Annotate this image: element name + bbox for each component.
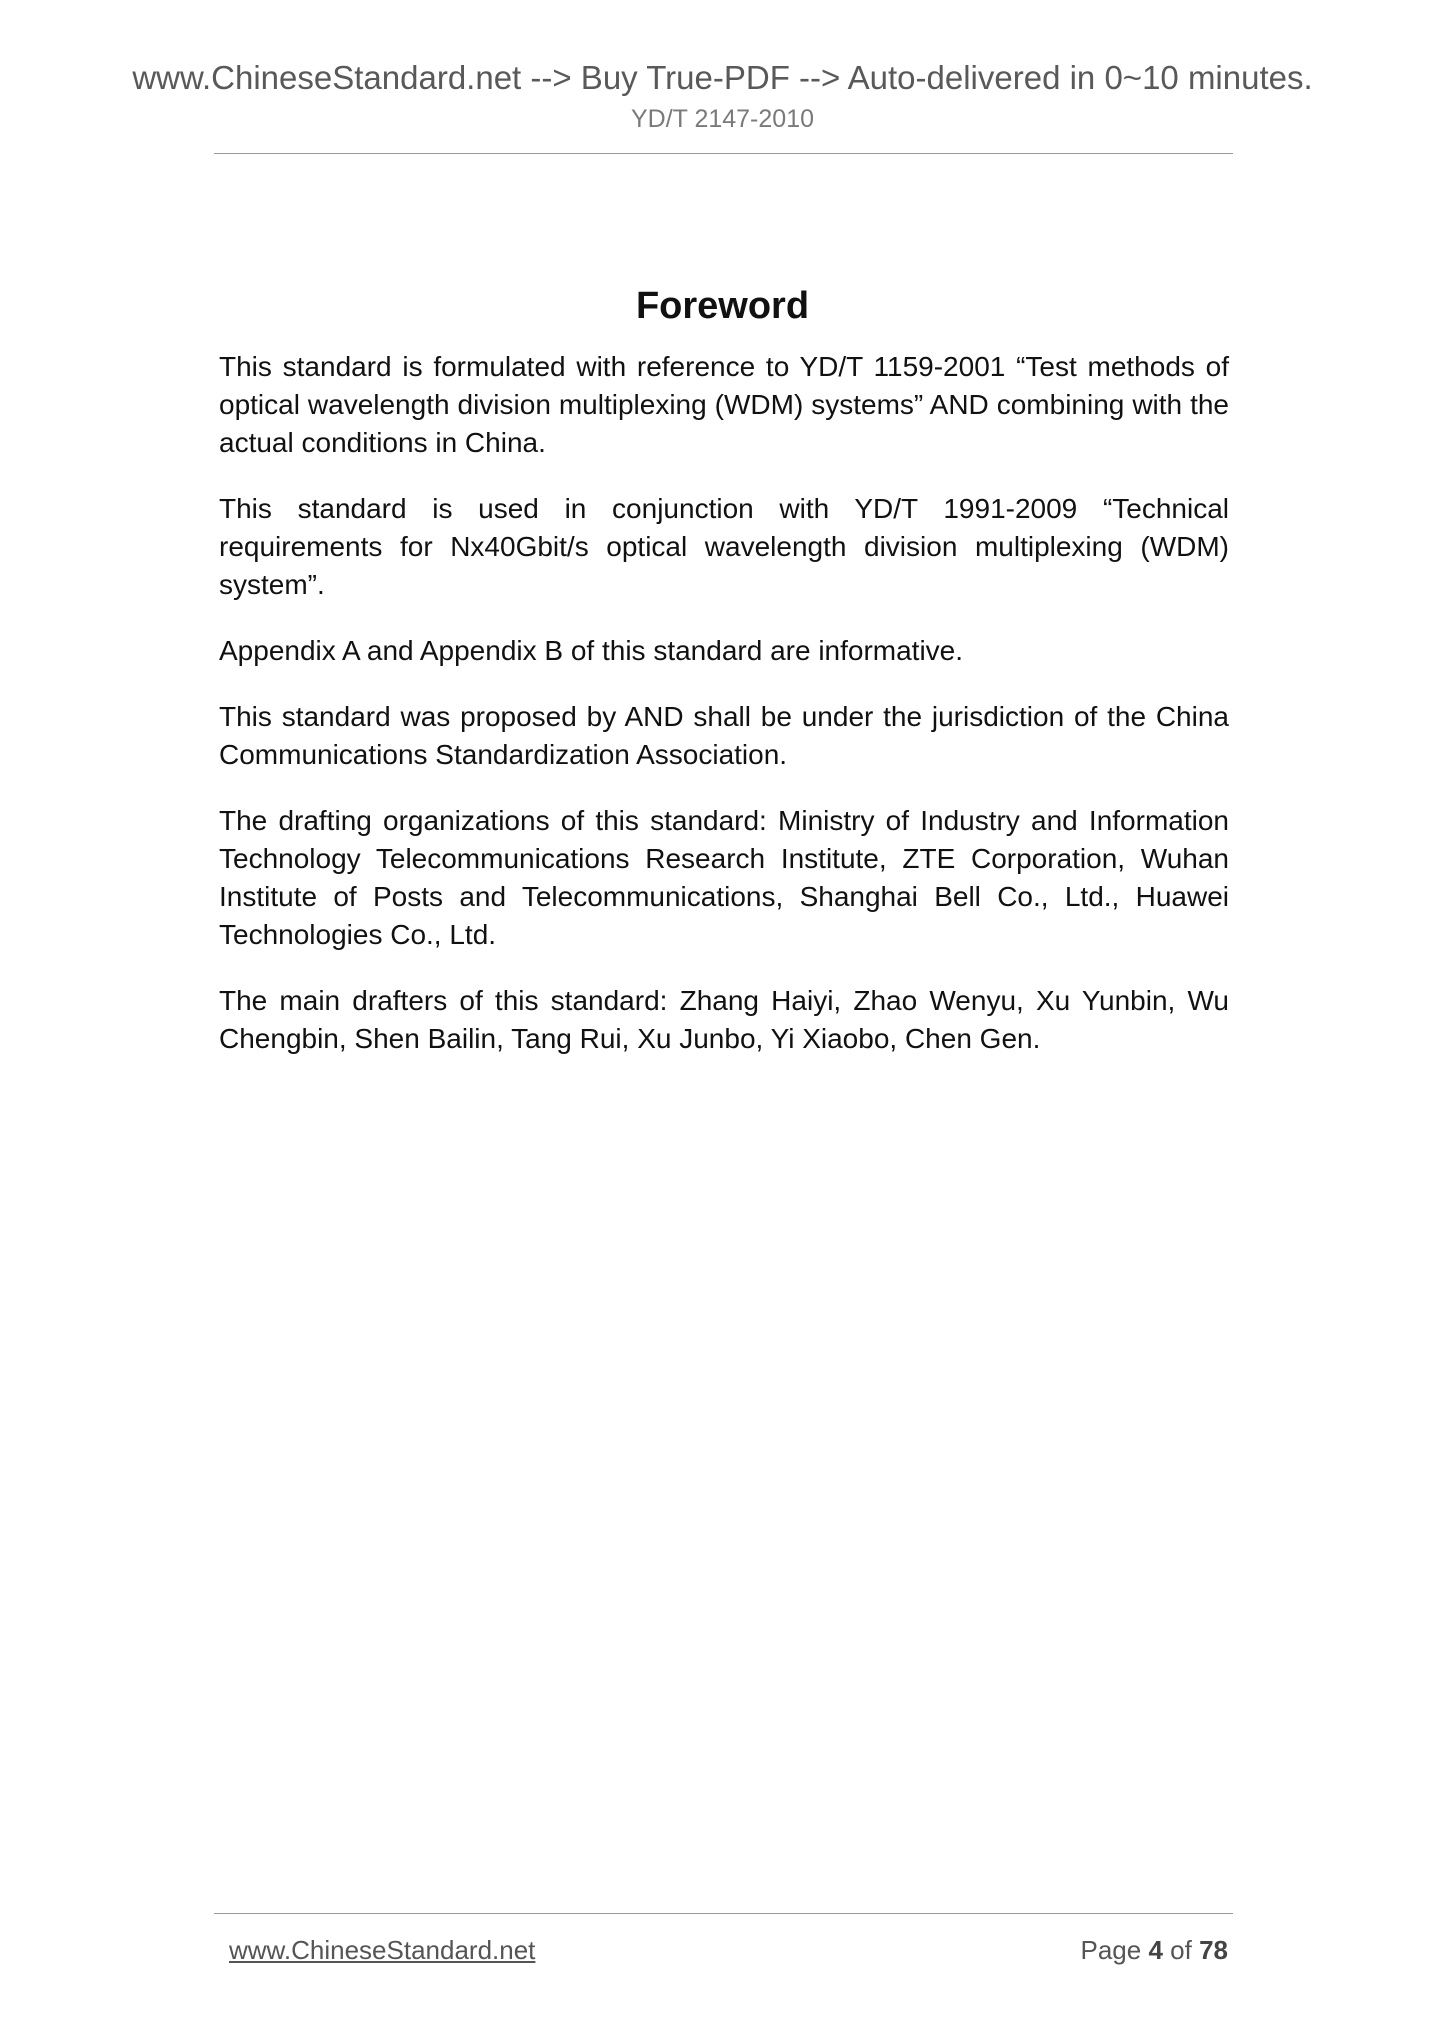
footer-website-link[interactable]: www.ChineseStandard.net	[229, 1935, 536, 1965]
paragraph-jurisdiction: This standard was proposed by AND shall be under the jurisdiction of the China Communications Standardization Association.	[219, 701, 1229, 770]
foreword-body	[219, 348, 1229, 1086]
paragraph-conjunction: This standard is used in conjunction with YD/T 1991-2009 “Technical requirements for Nx40Gbit/s optical wavelength division multiplexing (WDM) system”.	[219, 493, 1229, 600]
paragraph-reference: This standard is formulated with reference to YD/T 1159-2001 “Test methods of optical wavelength division multiplexing (WDM) systems” AND combining with the actual conditions in China.	[219, 351, 1229, 458]
page-number	[1080, 1934, 1228, 1966]
page-title: Foreword	[635, 285, 810, 328]
paragraph-drafting-organizations: The drafting organizations of this standard: Ministry of Industry and Information Technology Telecommunications Research Institute, ZTE Corporation, Wuhan Institute of Posts and Telecommunications, Shanghai Bell Co., Ltd., Huawei Technologies Co., Ltd.	[219, 805, 1229, 950]
document-code: YD/T 2147-2010	[631, 105, 814, 133]
header-banner: www.ChineseStandard.net --> Buy True-PDF --> Auto-delivered in 0~10 minutes.	[132, 59, 1313, 96]
header-divider	[214, 153, 1233, 154]
page-current: 4	[1148, 1935, 1163, 1965]
paragraph-drafters: The main drafters of this standard: Zhang Haiyi, Zhao Wenyu, Xu Yunbin, Wu Chengbin, Shen Bailin, Tang Rui, Xu Junbo, Yi Xiaobo, Chen Gen.	[219, 985, 1229, 1054]
paragraph-appendix: Appendix A and Appendix B of this standard are informative.	[219, 635, 964, 666]
page-of: of	[1170, 1935, 1192, 1965]
page-prefix: Page	[1080, 1935, 1142, 1965]
page-total: 78	[1199, 1935, 1228, 1965]
footer-divider	[214, 1913, 1233, 1914]
